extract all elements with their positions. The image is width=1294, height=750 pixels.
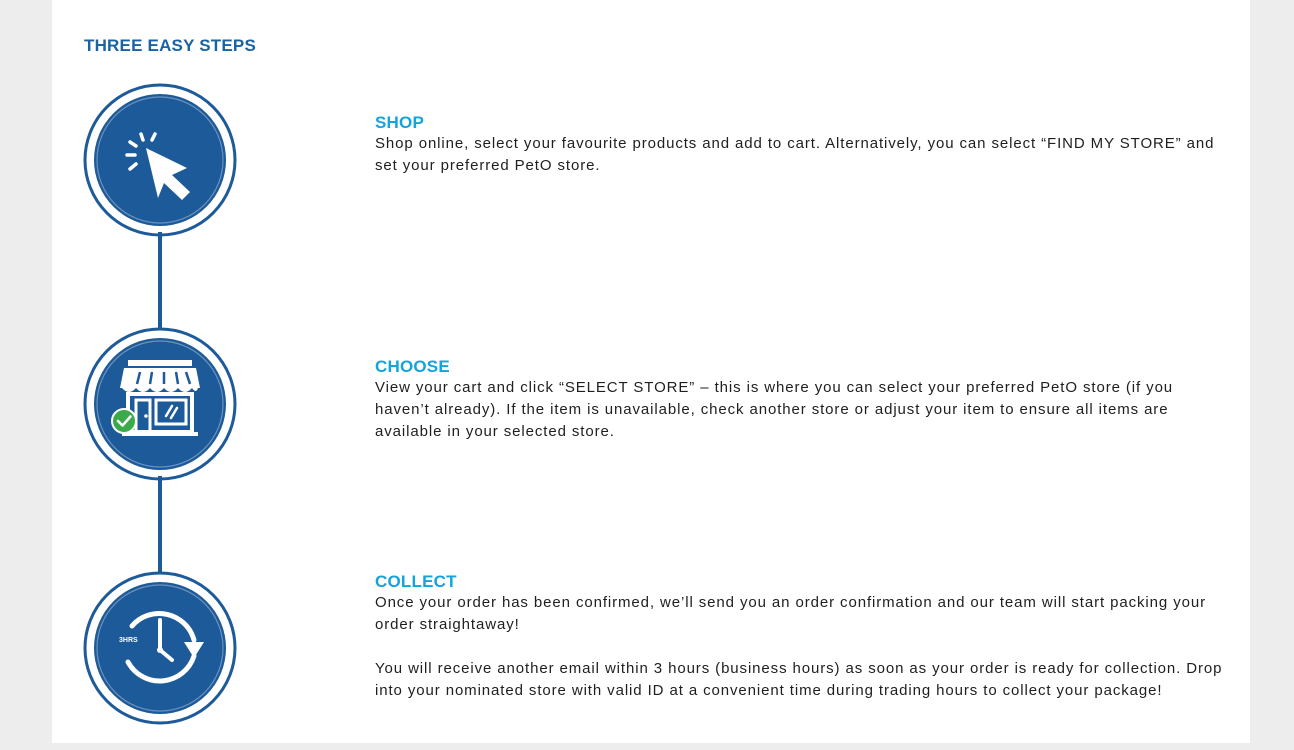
- step-description-choose: View your cart and click “SELECT STORE” – this is where you can select your preferred PetO store (if you haven’t already). If the item is unavailable, check another store or adjust your item to ensure all items are available in your selected store.: [375, 379, 1174, 440]
- step-icon-choose: [82, 326, 238, 482]
- step-description-shop: Shop online, select your favourite products and add to cart. Alternatively, you can select “FIND MY STORE” and set your preferred PetO store.: [375, 135, 1215, 174]
- step-icon-collect: [82, 570, 238, 726]
- step-icon-shop: [82, 82, 238, 238]
- step-description-collect-2: You will receive another email within 3 hours (business hours) as soon as your order is ready for collection. Drop into your nominated store with valid ID at a convenient time during trading hours to collect your package!: [375, 660, 1223, 699]
- step-choose: [375, 357, 1225, 443]
- page-panel: [52, 0, 1250, 743]
- clock-refresh-icon: [82, 570, 238, 726]
- timeline-connector: [158, 232, 162, 328]
- step-title-choose: CHOOSE: [375, 357, 450, 376]
- step-description-collect: Once your order has been confirmed, we’ll send you an order confirmation and our team will start packing your order straightaway!: [375, 594, 1206, 633]
- cursor-click-icon: [82, 82, 238, 238]
- step-title-collect: COLLECT: [375, 572, 457, 591]
- three-hours-label: 3HRS: [119, 637, 138, 644]
- section-title: THREE EASY STEPS: [84, 36, 256, 55]
- timeline-connector: [158, 476, 162, 572]
- storefront-check-icon: [82, 326, 238, 482]
- step-title-shop: SHOP: [375, 113, 424, 132]
- step-collect: [375, 572, 1225, 702]
- step-shop: [375, 113, 1225, 177]
